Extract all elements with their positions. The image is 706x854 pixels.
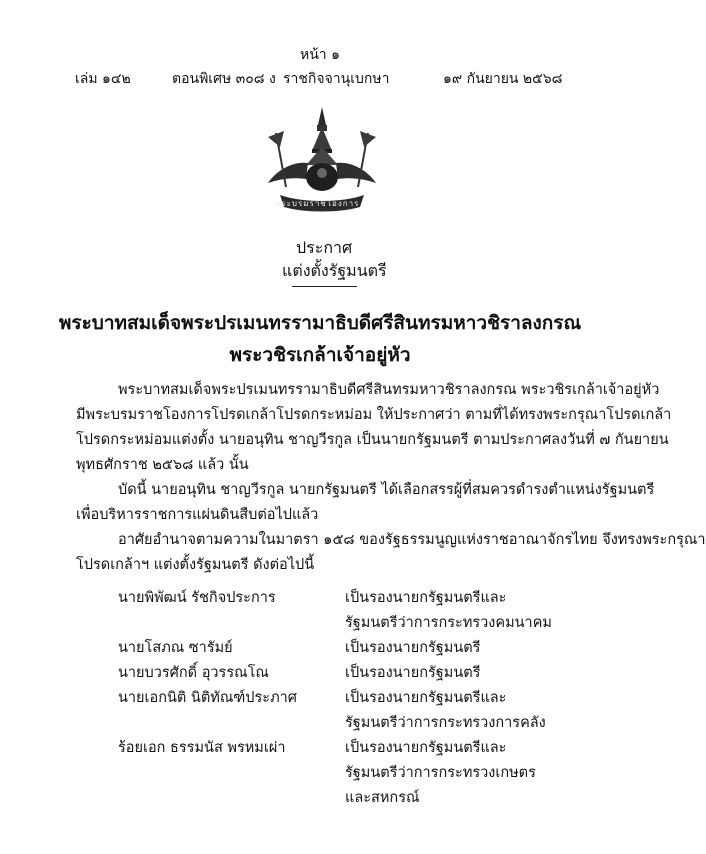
heading-divider [292, 286, 357, 287]
page-number: หน้า ๑ [300, 47, 340, 63]
gazette-date: ๑๙ กันยายน ๒๕๖๘ [443, 71, 563, 87]
volume-number: เล่ม ๑๔๒ [75, 71, 131, 87]
section-number: ตอนพิเศษ ๓๐๘ ง [172, 71, 276, 87]
appointee-name: นายโสภณ ซารัมย์ [118, 640, 233, 656]
paragraph-2-line-2: เพื่อบริหารราชการแผ่นดินสืบต่อไปแล้ว [76, 507, 319, 523]
paragraph-3-line-1: อาศัยอำนาจตามความในมาตรา ๑๕๘ ของรัฐธรรมนูญแห่งราชอาณาจักรไทย จึงทรงพระกรุณา [118, 532, 706, 548]
announcement-heading: ประกาศ [296, 238, 353, 257]
appointee-position: เป็นรองนายกรัฐมนตรีและ [345, 590, 507, 606]
paragraph-2-line-1: บัดนี้ นายอนุทิน ชาญวีรกูล นายกรัฐมนตรี ได้เลือกสรรผู้ที่สมควรดำรงตำแหน่งรัฐมนตรี [118, 482, 655, 498]
appointee-position: เป็นรองนายกรัฐมนตรี [345, 665, 481, 681]
appointee-name: นายเอกนิติ นิติทัณฑ์ประภาศ [118, 690, 297, 706]
appointee-position: เป็นรองนายกรัฐมนตรี [345, 640, 481, 656]
appointee-name: ร้อยเอก ธรรมนัส พรหมเผ่า [118, 740, 286, 756]
appointee-position: รัฐมนตรีว่าการกระทรวงคมนาคม [345, 615, 552, 631]
appointee-position: รัฐมนตรีว่าการกระทรวงการคลัง [345, 715, 546, 731]
emblem-ribbon-text: พระบรมราชโองการ [275, 199, 360, 208]
paragraph-1-line-3: โปรดกระหม่อมแต่งตั้ง นายอนุทิน ชาญวีรกูล เป็นนายกรัฐมนตรี ตามประกาศลงวันที่ ๗ กันยายน [76, 432, 669, 448]
appointee-position: เป็นรองนายกรัฐมนตรีและ [345, 690, 507, 706]
gazette-name: ราชกิจจานุเบกษา [283, 71, 390, 87]
appointee-position: เป็นรองนายกรัฐมนตรีและ [345, 740, 507, 756]
appointee-name: นายพิพัฒน์ รัชกิจประการ [118, 590, 276, 606]
paragraph-3-line-2: โปรดเกล้าฯ แต่งตั้งรัฐมนตรี ดังต่อไปนี้ [76, 557, 315, 573]
appointee-position: รัฐมนตรีว่าการกระทรวงเกษตร [345, 765, 536, 781]
royal-title-line1: พระบาทสมเด็จพระปรเมนทรรามาธิบดีศรีสินทรมหาวชิราลงกรณ [58, 312, 582, 334]
paragraph-1-line-2: มีพระบรมราชโองการโปรดเกล้าโปรดกระหม่อม ให้ประกาศว่า ตามที่ได้ทรงพระกรุณาโปรดเกล้า [76, 407, 672, 423]
royal-title-line2: พระวชิรเกล้าเจ้าอยู่หัว [229, 344, 411, 366]
appointee-position: และสหกรณ์ [345, 790, 420, 806]
appointee-name: นายบวรศักดิ์ อุวรรณโณ [118, 665, 269, 681]
paragraph-1-line-1: พระบาทสมเด็จพระปรเมนทรรามาธิบดีศรีสินทรมหาวชิราลงกรณ พระวชิรเกล้าเจ้าอยู่หัว [118, 382, 660, 398]
paragraph-1-line-4: พุทธศักราช ๒๕๖๘ แล้ว นั้น [76, 457, 249, 473]
announcement-subject: แต่งตั้งรัฐมนตรี [282, 261, 387, 280]
